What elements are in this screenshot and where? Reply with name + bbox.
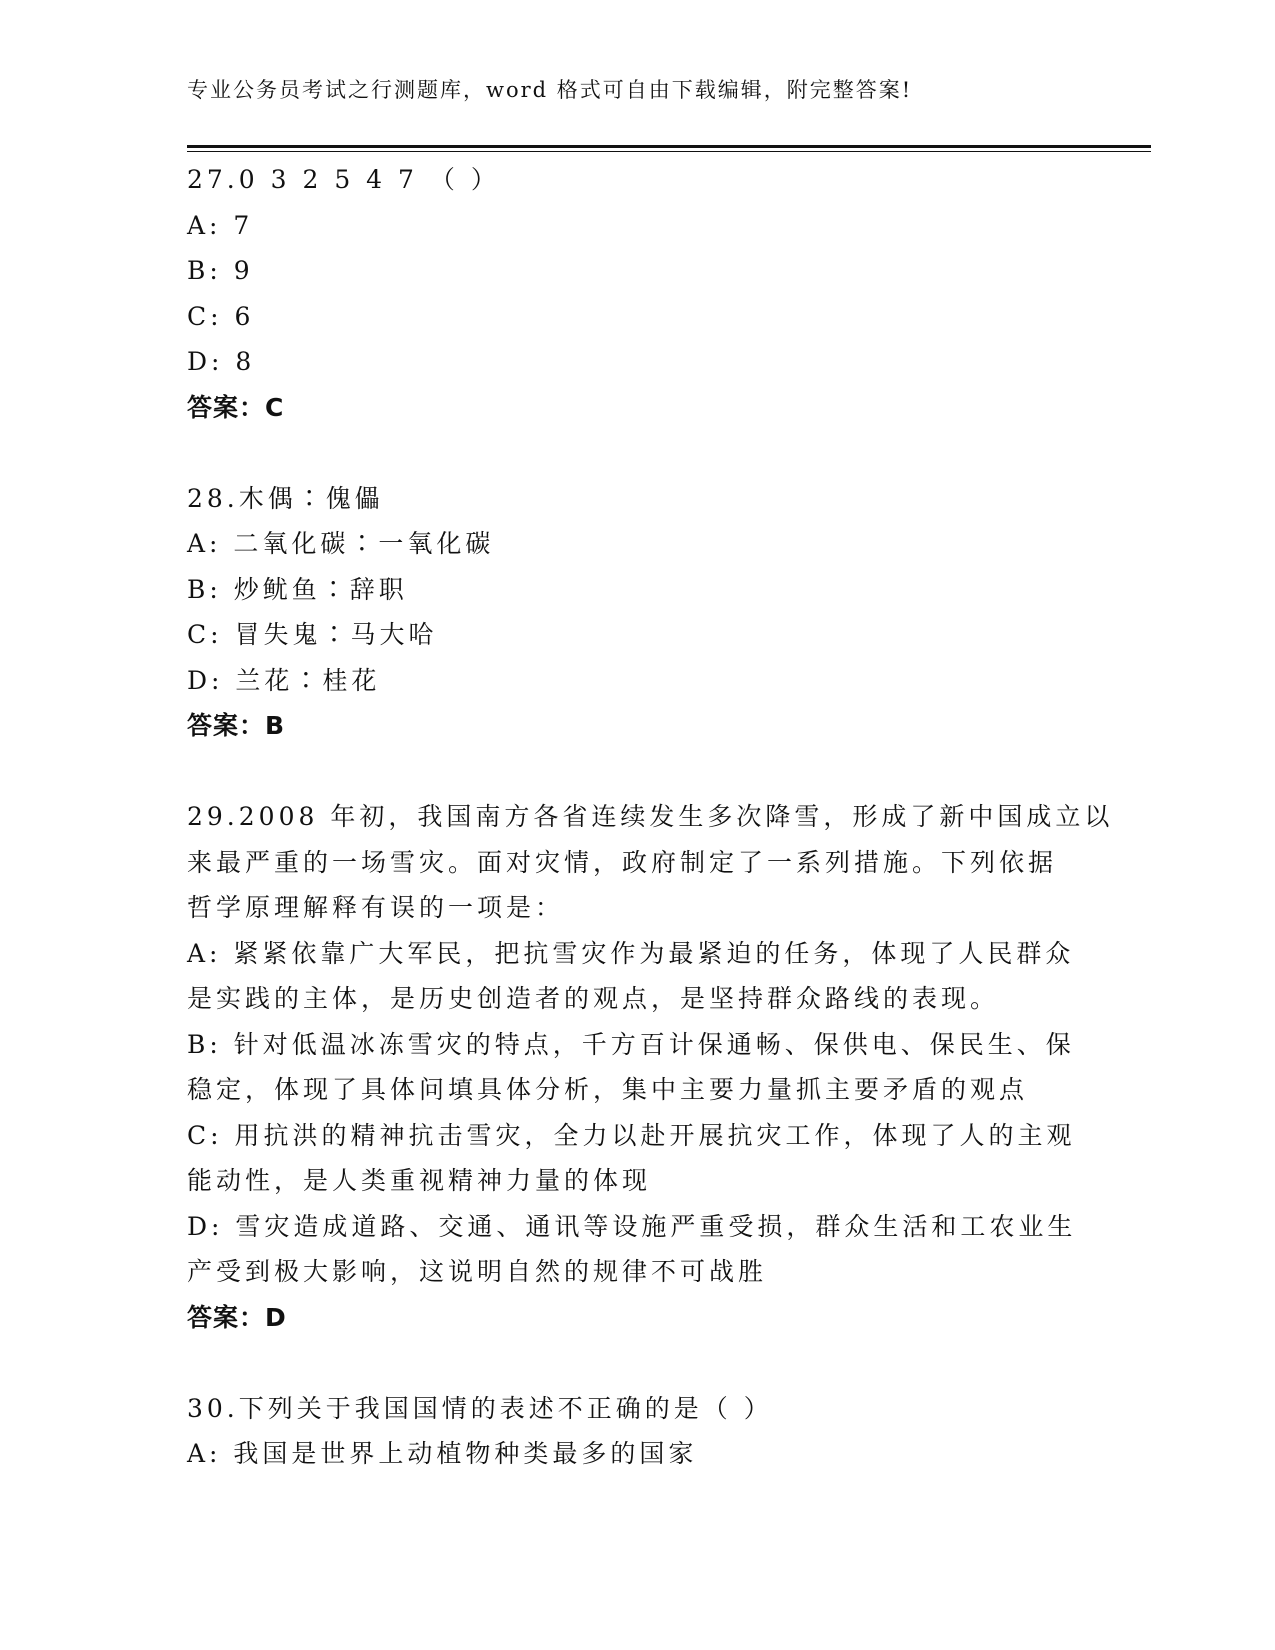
option-a: 是实践的主体，是历史创造者的观点，是坚持群众路线的表现。	[187, 984, 1000, 1013]
option-d: D: 兰花∶桂花	[187, 665, 381, 695]
option-c: C: 6	[187, 301, 255, 331]
page-header: 专业公务员考试之行测题库，word 格式可自由下载编辑，附完整答案!	[187, 78, 913, 102]
question-stem: 30.下列关于我国国情的表述不正确的是（ ）	[187, 1393, 773, 1423]
question-stem: 28.木偶∶傀儡	[187, 483, 384, 513]
question-stem: 哲学原理解释有误的一项是：	[187, 893, 565, 922]
question-block	[187, 794, 1114, 1340]
option-c: C: 冒失鬼∶马大哈	[187, 620, 438, 649]
question-block	[187, 476, 1087, 749]
option-c: 能动性，是人类重视精神力量的体现	[187, 1166, 652, 1195]
answer-line: 答案：C	[187, 392, 285, 422]
question-block	[187, 1386, 1087, 1477]
option-a: A: 二氧化碳∶一氧化碳	[187, 529, 495, 558]
question-stem: 来最严重的一场雪灾。面对灾情，政府制定了一系列措施。下列依据	[187, 847, 1058, 877]
option-b: B: 9	[187, 256, 254, 285]
header-rule	[187, 145, 1151, 148]
question-block	[187, 157, 1087, 430]
option-b: B: 炒鱿鱼∶辞职	[187, 574, 408, 604]
option-d: D: 雪灾造成道路、交通、通讯等设施严重受损，群众生活和工农业生	[187, 1211, 1077, 1241]
option-a: A: 7	[187, 210, 254, 240]
header-rule-thin	[187, 151, 1151, 152]
option-a: A: 紧紧依靠广大军民，把抗雪灾作为最紧迫的任务，体现了人民群众	[187, 938, 1075, 968]
answer-line: 答案：B	[187, 711, 286, 740]
question-stem: 27.0 3 2 5 4 7 （ ）	[187, 165, 500, 194]
option-b: 稳定，体现了具体问填具体分析，集中主要力量抓主要矛盾的观点	[187, 1075, 1029, 1104]
option-b: B: 针对低温冰冻雪灾的特点，千方百计保通畅、保供电、保民生、保	[187, 1029, 1075, 1059]
question-stem: 29.2008 年初，我国南方各省连续发生多次降雪，形成了新中国成立以	[187, 802, 1114, 831]
option-c: C: 用抗洪的精神抗击雪灾，全力以赴开展抗灾工作，体现了人的主观	[187, 1120, 1076, 1150]
option-d: 产受到极大影响，这说明自然的规律不可战胜	[187, 1257, 768, 1286]
option-a: A: 我国是世界上动植物种类最多的国家	[187, 1439, 698, 1468]
option-d: D: 8	[187, 347, 256, 376]
question-list	[187, 157, 1114, 1477]
answer-line: 答案：D	[187, 1302, 287, 1332]
